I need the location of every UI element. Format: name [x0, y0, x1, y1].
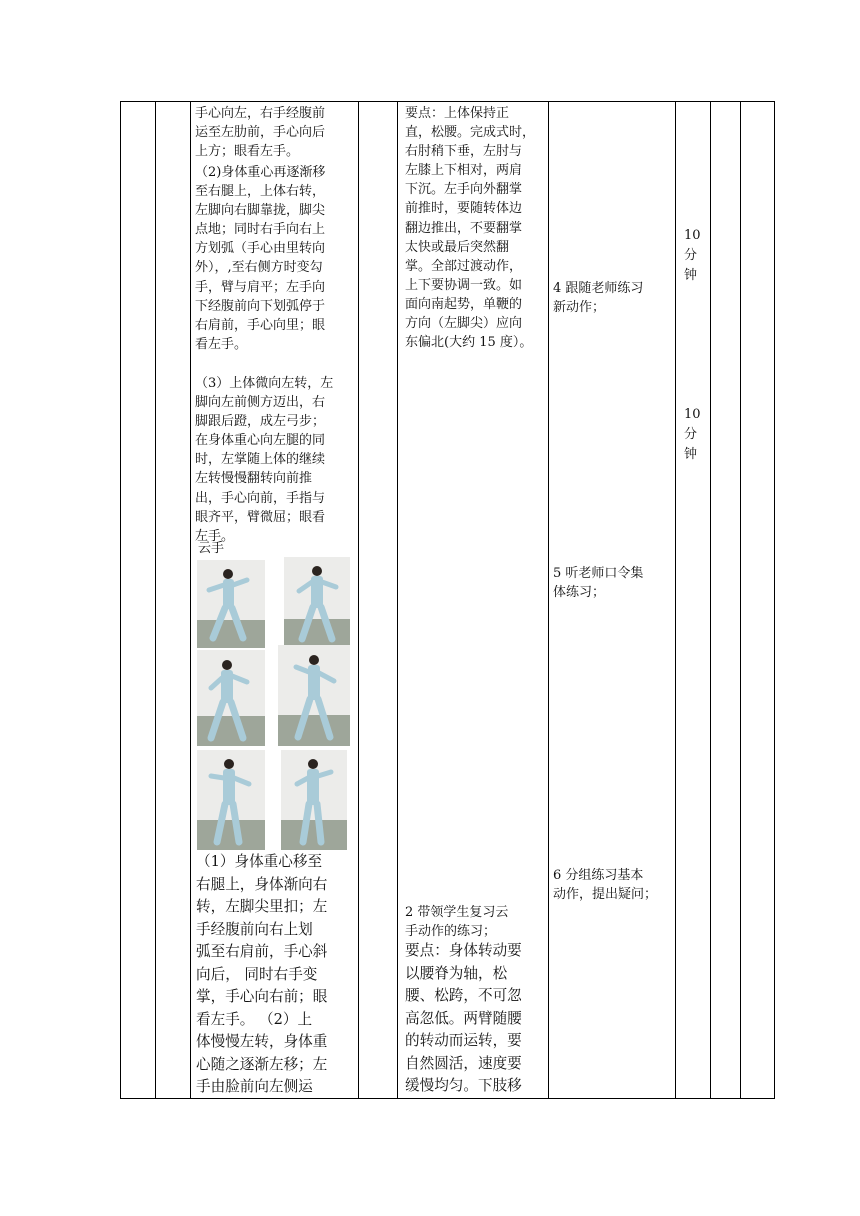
cloud-hands-photo-1: [197, 560, 265, 648]
table-col-line: [155, 101, 156, 1099]
student-activity-5: 5 听老师口令集 体练习；: [553, 566, 644, 601]
table-col-line: [190, 101, 191, 1099]
time-allotment-2: 10 分 钟: [684, 407, 701, 462]
table-col-line: [358, 101, 359, 1099]
method-paragraph-3: （3）上体微向左转，左 脚向左前侧方迈出，右 脚跟后蹬，成左弓步； 在身体重心向左腿的同 时，左掌随上体的继续 左转慢慢翻转向前推 出，手心向前，手指与 眼齐平，臂微屈；眼看 左手。: [195, 376, 334, 544]
cloud-hands-title: 云手: [198, 541, 225, 556]
teacher-keypoints-1: 要点：上体保持正 直，松腰。完成式时， 右肘稍下垂，左肘与 左膝上下相对，两肩 下沉。左手向外翻掌 前推时，要随转体边 翻边推出，不要翻掌 太快或最后突然翻 掌。全部过渡动作， 上下要协调一致。如 面向南起势，单鞭的 方向（左脚尖）应向 东偏北(大约 15 度）。: [405, 106, 536, 351]
table-col-line: [548, 101, 549, 1099]
student-activity-4: 4 跟随老师练习 新动作；: [553, 281, 644, 316]
table-border-right: [774, 101, 775, 1099]
cloud-hands-photo-2: [284, 557, 350, 648]
method-paragraph-2: （2)身体重心再逐渐移 至右腿上，上体右转， 左脚向右脚靠拢，脚尖 点地；同时右手向右上 方划弧（手心由里转向 外），,至右侧方时变勾 手，臂与肩平；左手向 下经腹前向下划弧停于 右肩前，手心向里；眼 看左手。: [195, 165, 326, 352]
table-col-line: [710, 101, 711, 1099]
table-border-left: [120, 101, 121, 1099]
cloud-hands-photo-4: [278, 645, 350, 746]
cloud-hands-photo-3: [197, 650, 265, 746]
cloud-hands-steps: （1）身体重心移至 右腿上，身体渐向右 转，左脚尖里扣；左 手经腹前向右上划 弧至右肩前，手心斜 向后， 同时右手变 掌，手心向右前；眼 看左手。 （2）上 体慢慢左转，身体重 心随之逐渐左移；左 手由脸前向左侧运: [196, 853, 328, 1095]
table-border-top: [120, 101, 775, 102]
table-col-line: [397, 101, 398, 1099]
method-paragraph-1: 手心向左，右手经腹前 运至左肋前，手心向后 上方；眼看左手。: [195, 106, 326, 160]
table-col-line: [740, 101, 741, 1099]
cloud-hands-photo-5: [197, 750, 265, 850]
table-col-line: [675, 101, 676, 1099]
teacher-guide-2: 2 带领学生复习云 手动作的练习；: [405, 905, 509, 940]
teacher-keypoints-2: 要点：身体转动要 以腰脊为轴，松 腰、松跨，不可忽 高忽低。两臂随腰 的转动而运转，要 自然圆活，速度要 缓慢均匀。下肢移: [405, 942, 522, 1094]
time-allotment-1: 10 分 钟: [684, 228, 701, 283]
cloud-hands-photo-6: [281, 750, 347, 850]
student-activity-6: 6 分组练习基本 动作，提出疑问；: [553, 868, 658, 903]
